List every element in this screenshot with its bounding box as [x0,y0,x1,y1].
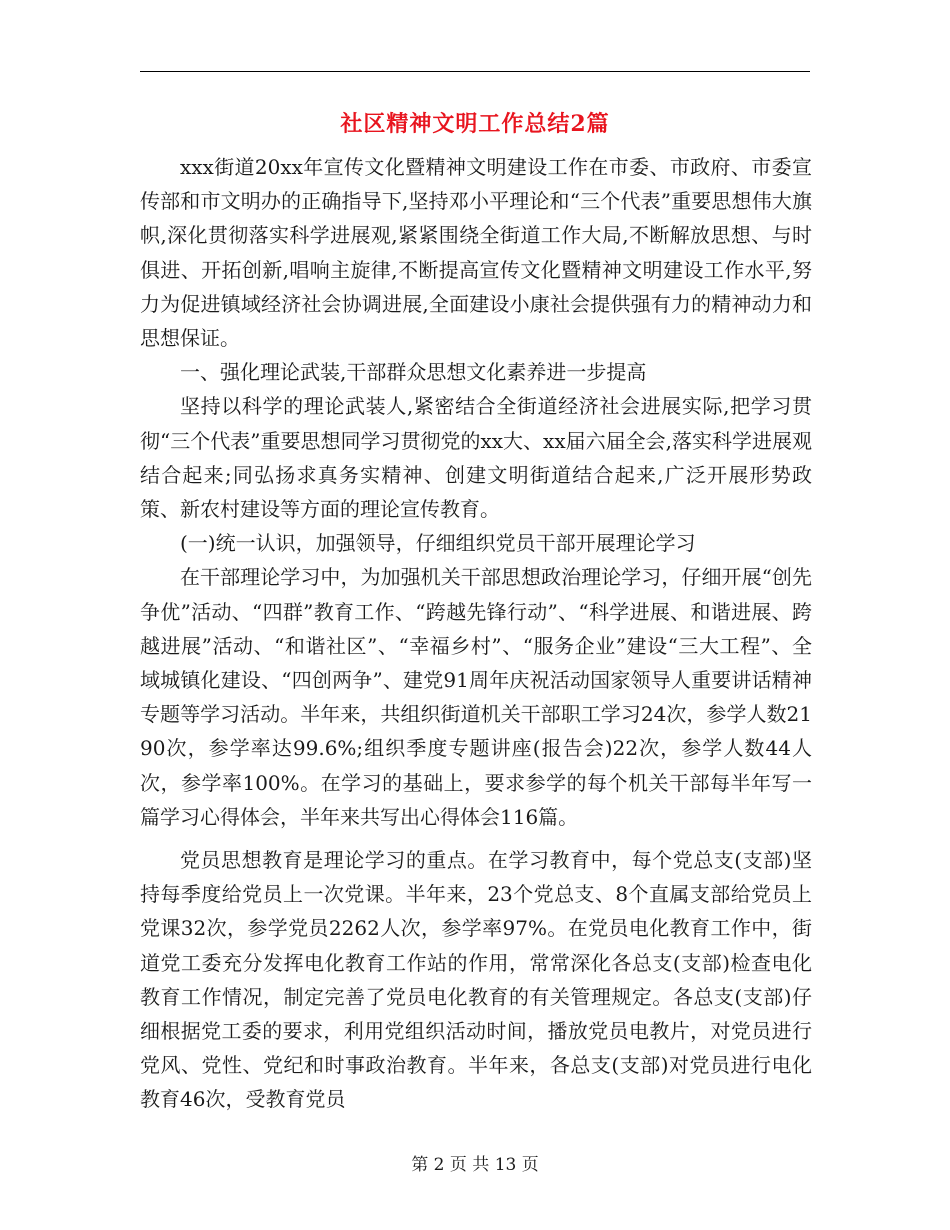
document-body [140,150,812,1117]
document-title: 社区精神文明工作总结2篇 [340,111,610,137]
subsection-heading-1: (一)统一认识，加强领导，仔细组织党员干部开展理论学习 [180,531,696,556]
paragraph-party-education: 党员思想教育是理论学习的重点。在学习教育中，每个党总支(支部)坚持每季度给党员上一次党课。半年来，23个党总支、8个直属支部给党员上党课32次，参学党员2262人次，参学率97%。在党员电化教育工作中，街道党工委充分发挥电化教育工作站的作用，常常深化各总支(支部)检查电化教育工作情况，制定完善了党员电化教育的有关管理规定。各总支(支部)仔细根据党工委的要求，利用党组织活动时间，播放党员电教片，对党员进行党风、党性、党纪和时事政治教育。半年来，各总支(支部)对党员进行电化教育46次，受教育党员 [140,848,812,1112]
page-number-footer: 第 2 页 共 13 页 [411,1155,539,1175]
paragraph-theory-arming: 坚持以科学的理论武装人,紧密结合全街道经济社会进展实际,把学习贯彻“三个代表”重要思想同学习贯彻党的xx大、xx届六届全会,落实科学进展观结合起来;同弘扬求真务实精神、创建文明街道结合起来,广泛开展形势政策、新农村建设等方面的理论宣传教育。 [140,394,812,522]
paragraph-intro: xxx街道20xx年宣传文化暨精神文明建设工作在市委、市政府、市委宣传部和市文明办的正确指导下,坚持邓小平理论和“三个代表”重要思想伟大旗帜,深化贯彻落实科学进展观,紧紧围绕全街道工作大局,不断解放思想、与时俱进、开拓创新,唱响主旋律,不断提高宣传文化暨精神文明建设工作水平,努力为促进镇域经济社会协调进展,全面建设小康社会提供强有力的精神动力和思想保证。 [140,155,812,351]
section-heading-1: 一、强化理论武装,干部群众思想文化素养进一步提高 [180,360,647,385]
paragraph-cadre-study: 在干部理论学习中，为加强机关干部思想政治理论学习，仔细开展“创先争优”活动、“四群”教育工作、“跨越先锋行动”、“科学进展、和谐进展、跨越进展”活动、“和谐社区”、“幸福乡村”、“服务企业”建设“三大工程”、全域城镇化建设、“四创两争”、建党91周年庆祝活动国家领导人重要讲话精神专题等学习活动。半年来，共组织街道机关干部职工学习24次，参学人数2190次，参学率达99.6%;组织季度专题讲座(报告会)22次，参学人数44人次，参学率100%。在学习的基础上，要求参学的每个机关干部每半年写一篇学习心得体会，半年来共写出心得体会116篇。 [140,565,812,829]
header-rule [140,71,810,72]
